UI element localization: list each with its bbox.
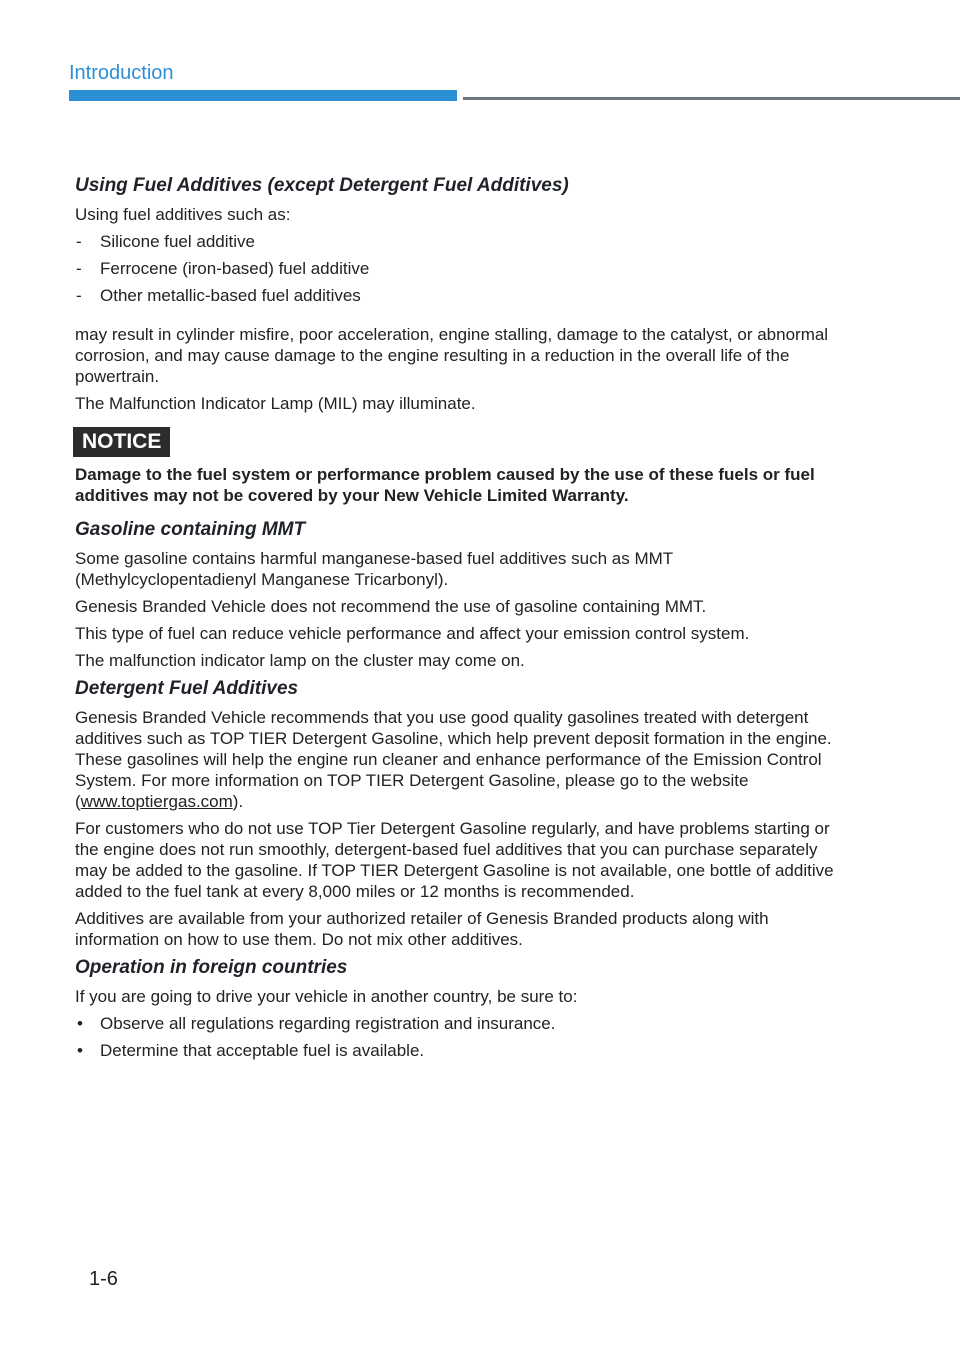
detergent-text-end: ). [232, 792, 244, 811]
detergent-paragraph: Additives are available from your authorized retailer of Genesis Branded products along with information on how to use them. Do not mix other additives. [75, 909, 769, 949]
mmt-paragraph: The malfunction indicator lamp on the cluster may come on. [75, 651, 525, 670]
mmt-paragraph: Genesis Branded Vehicle does not recommend the use of gasoline containing MMT. [75, 597, 707, 616]
fuel-additives-heading: Using Fuel Additives (except Detergent Fuel Additives) [75, 175, 569, 196]
fuel-additives-effect: may result in cylinder misfire, poor acceleration, engine stalling, damage to the catalyst, or abnormal corrosion, and may cause damage to the engine resulting in a reduction in the overall life of the powertrain. [75, 325, 829, 386]
foreign-heading: Operation in foreign countries [75, 957, 348, 978]
detergent-paragraph [75, 707, 835, 812]
list-item: - Other metallic-based fuel additives [75, 285, 835, 306]
notice-badge: NOTICE [73, 427, 170, 457]
section-title: Introduction [69, 62, 174, 84]
list-item: • Observe all regulations regarding registration and insurance. [75, 1013, 835, 1034]
fuel-additives-list [75, 231, 835, 306]
toptier-link[interactable]: www.toptiergas.com [80, 792, 233, 811]
detergent-paragraph: For customers who do not use TOP Tier Detergent Gasoline regularly, and have problems starting or the engine does not run smoothly, detergent-based fuel additives that you can purchase separately may be added to the gasoline. If TOP TIER Detergent Gasoline is not available, one bottle of additive added to the fuel tank at every 8,000 miles or 12 months is recommended. [75, 819, 834, 901]
notice-text: Damage to the fuel system or performance problem caused by the use of these fuels or fuel additives may not be covered by your New Vehicle Limited Warranty. [75, 465, 815, 505]
foreign-list [75, 1013, 835, 1061]
list-item: • Determine that acceptable fuel is available. [75, 1040, 835, 1061]
header-accent-bar [69, 90, 457, 101]
detergent-text: Genesis Branded Vehicle recommends that you use good quality gasolines treated with detergent additives such as TOP TIER Detergent Gasoline, which help prevent deposit formation in the engine. These gasolines will help the engine run cleaner and enhance performance of the Emission Control System. For more information on TOP TIER Detergent Gasoline, please go to the website ( [75, 708, 832, 811]
list-item: - Ferrocene (iron-based) fuel additive [75, 258, 835, 279]
fuel-additives-intro: Using fuel additives such as: [75, 205, 291, 224]
foreign-intro: If you are going to drive your vehicle in another country, be sure to: [75, 987, 578, 1006]
mmt-paragraph: Some gasoline contains harmful manganese-based fuel additives such as MMT (Methylcyclopentadienyl Manganese Tricarbonyl). [75, 549, 673, 589]
mil-note: The Malfunction Indicator Lamp (MIL) may illuminate. [75, 394, 476, 413]
page-number: 1-6 [89, 1268, 118, 1290]
detergent-heading: Detergent Fuel Additives [75, 678, 299, 699]
header-rule [463, 97, 960, 100]
mmt-heading: Gasoline containing MMT [75, 519, 306, 540]
mmt-paragraph: This type of fuel can reduce vehicle performance and affect your emission control system. [75, 624, 750, 643]
list-item: - Silicone fuel additive [75, 231, 835, 252]
page-content [75, 174, 835, 1067]
